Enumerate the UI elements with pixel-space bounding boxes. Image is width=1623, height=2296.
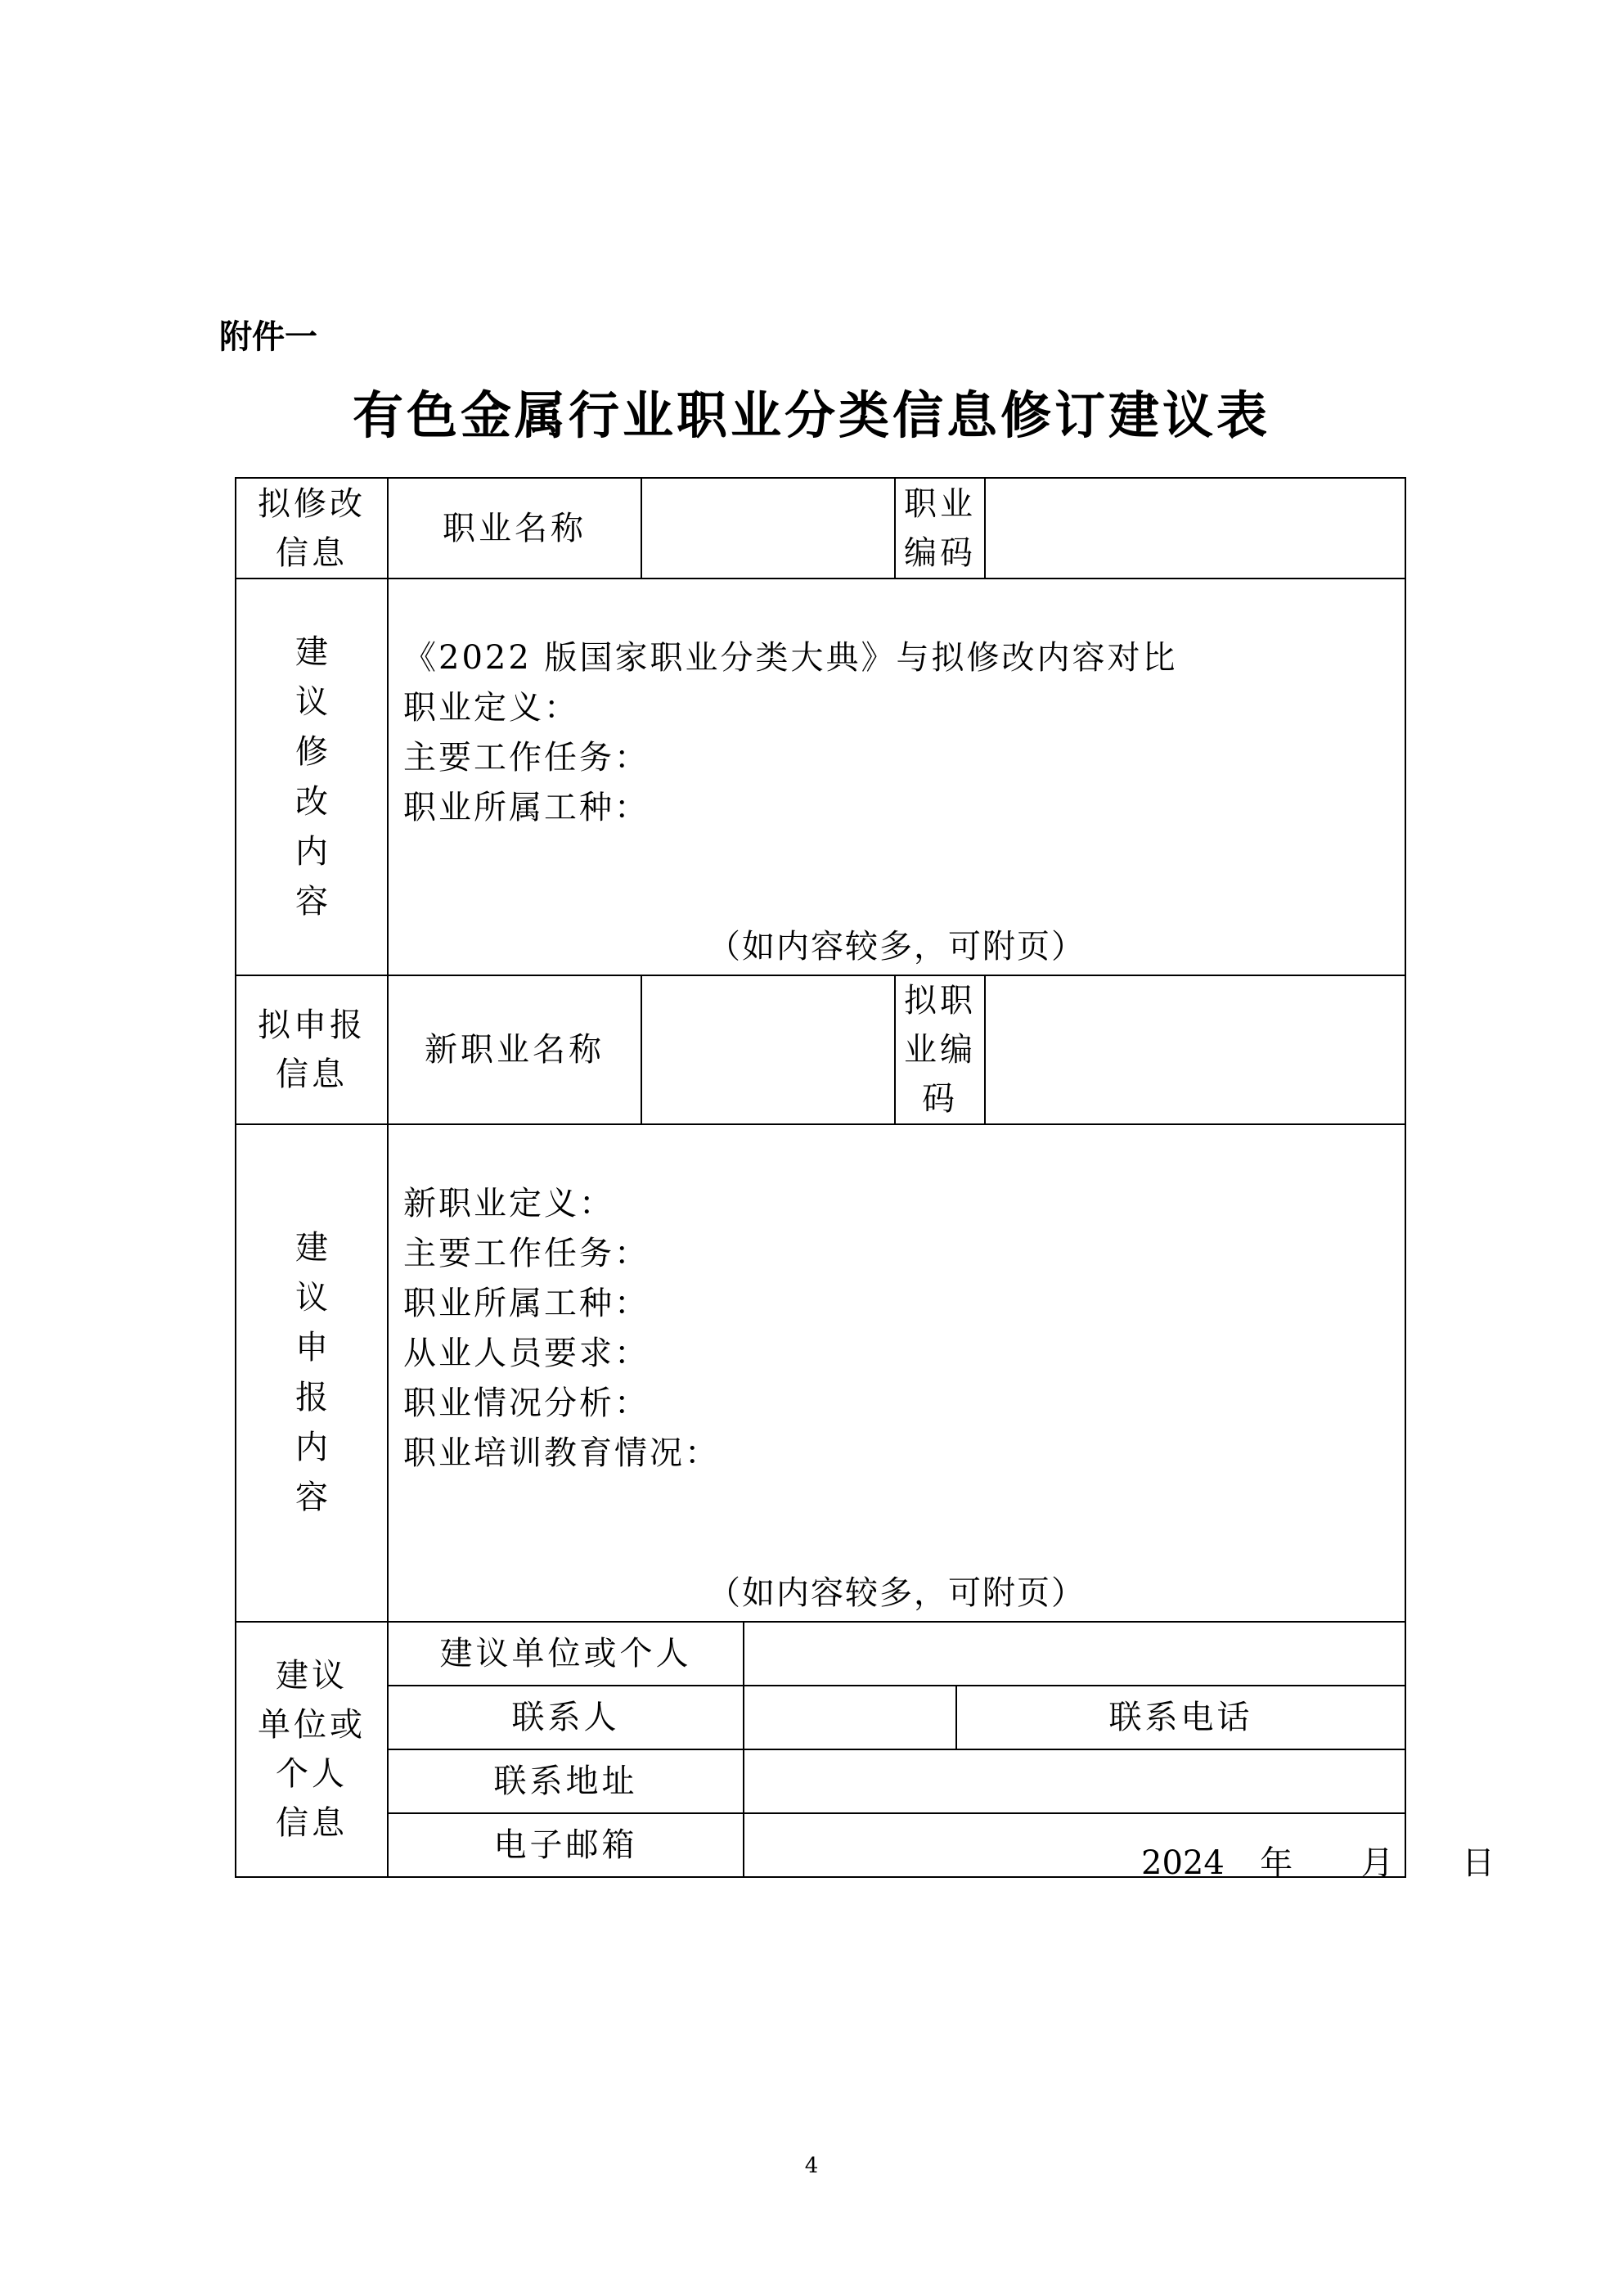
proposed-code-field[interactable] <box>985 975 1405 1124</box>
modify-content-label-char: 议 <box>295 682 328 721</box>
apply-content-label-char: 建 <box>295 1229 328 1267</box>
date-day-unit: 日 <box>1462 1844 1495 1882</box>
date-year-unit: 年 <box>1260 1844 1293 1882</box>
modify-content-label <box>236 579 388 975</box>
apply-content-label-char: 容 <box>295 1479 328 1516</box>
modify-info-row <box>236 478 1405 579</box>
apply-content-label-char: 议 <box>295 1279 328 1317</box>
contact-person-field[interactable] <box>744 1686 956 1749</box>
staff-requirements-prompt: 从业人员要求： <box>403 1335 650 1372</box>
main-tasks-prompt: 主要工作任务： <box>403 1235 650 1272</box>
apply-info-label-line2: 信息 <box>276 1056 348 1093</box>
form-title: 有色金属行业职业分类信息修订建议表 <box>352 385 1270 445</box>
date-month-unit: 月 <box>1360 1844 1394 1882</box>
occupation-code-label: 职业编码 <box>895 478 985 579</box>
definition-prompt: 职业定义： <box>403 689 579 727</box>
apply-content-label-char: 内 <box>295 1429 328 1466</box>
attach-pages-note: （如内容较多，可附页） <box>708 928 1086 966</box>
occupation-name-label: 职业名称 <box>388 478 641 579</box>
apply-info-label-line1: 拟申报 <box>258 1006 366 1044</box>
suggester-label-line: 建议 <box>276 1657 348 1695</box>
apply-content-label-char: 申 <box>295 1329 328 1366</box>
training-education-prompt: 职业培训教育情况： <box>403 1434 720 1472</box>
apply-info-label <box>236 975 388 1124</box>
suggester-unit-field[interactable] <box>744 1622 1405 1686</box>
apply-content-label-char: 报 <box>295 1379 328 1416</box>
modify-content-label-char: 容 <box>295 882 328 921</box>
modify-info-label <box>236 478 388 579</box>
apply-content-label <box>236 1124 388 1622</box>
new-occupation-name-field[interactable] <box>641 975 895 1124</box>
suggester-label-line: 单位或 <box>258 1706 366 1744</box>
occupation-name-field[interactable] <box>641 478 895 579</box>
suggester-unit-label: 建议单位或个人 <box>388 1622 744 1686</box>
suggester-unit-row <box>236 1622 1405 1686</box>
modify-content-field[interactable] <box>388 579 1405 975</box>
suggester-label-line: 个人 <box>276 1755 348 1793</box>
contact-address-field[interactable] <box>744 1749 1405 1813</box>
job-types-prompt: 职业所属工种： <box>403 789 650 826</box>
comparison-heading: 《2022 版国家职业分类大典》与拟修改内容对比 <box>403 639 1178 677</box>
situation-analysis-prompt: 职业情况分析： <box>403 1384 650 1422</box>
new-definition-prompt: 新职业定义： <box>403 1185 614 1222</box>
attachment-label: 附件一 <box>219 318 317 356</box>
date-year: 2024 <box>1141 1844 1225 1882</box>
modify-content-label-char: 改 <box>295 782 328 821</box>
apply-content-row <box>236 1124 1405 1622</box>
email-label: 电子邮箱 <box>388 1813 744 1877</box>
attach-pages-note: （如内容较多，可附页） <box>708 1574 1086 1612</box>
contact-phone-label: 联系电话 <box>956 1686 1405 1749</box>
page-number: 4 <box>804 2154 819 2178</box>
date-line <box>1141 1837 1495 1884</box>
modify-content-row <box>236 579 1405 975</box>
suggestion-form-table <box>235 477 1406 1878</box>
modify-content-label-char: 修 <box>295 732 328 771</box>
contact-row <box>236 1686 1405 1749</box>
main-tasks-prompt: 主要工作任务： <box>403 739 650 777</box>
address-row <box>236 1749 1405 1813</box>
proposed-code-label: 拟职业编码 <box>895 975 985 1124</box>
apply-info-row <box>236 975 1405 1124</box>
contact-address-label: 联系地址 <box>388 1749 744 1813</box>
new-occupation-name-label: 新职业名称 <box>388 975 641 1124</box>
suggester-label-line: 信息 <box>276 1804 348 1842</box>
modify-content-label-char: 建 <box>295 633 328 671</box>
occupation-code-field[interactable] <box>985 478 1405 579</box>
contact-person-label: 联系人 <box>388 1686 744 1749</box>
apply-content-field[interactable] <box>388 1124 1405 1622</box>
modify-content-label-char: 内 <box>295 832 328 871</box>
modify-info-label-line2: 信息 <box>276 533 348 572</box>
job-types-prompt: 职业所属工种： <box>403 1285 650 1322</box>
modify-info-label-line1: 拟修改 <box>258 484 366 523</box>
suggester-info-label <box>236 1622 388 1877</box>
